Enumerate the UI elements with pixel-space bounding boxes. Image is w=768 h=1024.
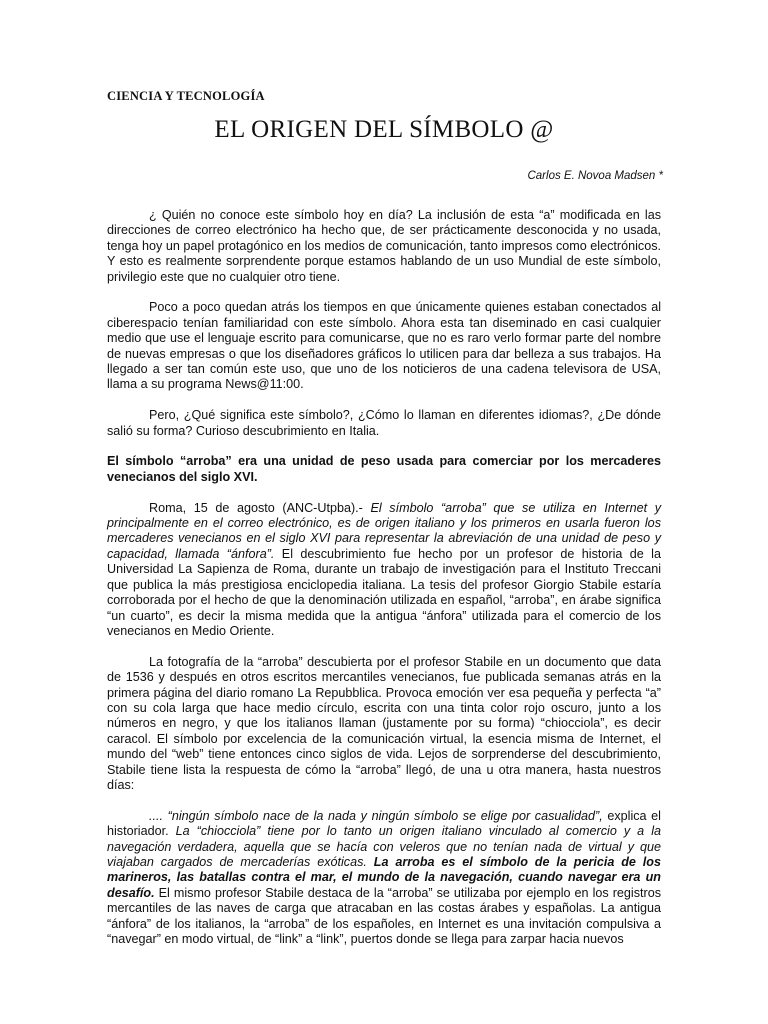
paragraph-6-bold-italic: La arroba es el símbolo de la pericia de los marineros, las batallas contra el mar, el mundo de la navegación, cuando navegar era un desafío. <box>107 854 661 900</box>
subheading: El símbolo “arroba” era una unidad de peso usada para comerciar por los mercaderes venecianos del siglo XVI. <box>107 454 661 484</box>
article-body <box>107 208 661 963</box>
paragraph-1: ¿ Quién no conoce este símbolo hoy en día? La inclusión de esta “a” modificada en las direcciones de correo electrónico ha hecho que, de ser prácticamente desconocida y no usada, tenga hoy un papel protagónico en los medios de comunicación, tanto impresos como electrónicos. Y esto es realmente sorprendente porque estamos hablando de un uso Mundial de este símbolo, privilegio este que no cualquier otro tiene. <box>107 208 661 284</box>
quote: .... “ningún símbolo nace de la nada y ningún símbolo se elige por casualidad”, <box>149 808 603 823</box>
paragraph-2: Poco a poco quedan atrás los tiempos en que únicamente quienes estaban conectados al ciberespacio tenían familiaridad con este símbolo. Ahora esta tan diseminado en casi cualquier medio que use el lenguaje escrito para comunicarse, que no es raro verlo formar parte del nombre de nuevas empresas o que los diseñadores gráficos lo utilicen para dar belleza a sus trabajos. Ha llegado a ser tan común este uso, que uno de los noticieros de una cadena televisora de USA, llama a su programa News@11:00. <box>107 300 661 392</box>
paragraph-4 <box>107 501 661 640</box>
paragraph-4-rest: El descubrimiento fue hecho por un profesor de historia de la Universidad La Sapienza de Roma, durante un trabajo de investigación para el Instituto Treccani que publica la más prestigiosa enciclopedia italiana. La tesis del profesor Giorgio Stabile estaría corroborada por el hecho de que la denominación utilizada en español, “arroba”, en árabe significa “un cuarto”, es decir la misma medida que la antigua “ánfora” utilizada para el comercio de los venecianos en Medio Oriente. <box>107 546 661 638</box>
paragraph-5: La fotografía de la “arroba” descubierta por el profesor Stabile en un documento que data de 1536 y después en otros escritos mercantiles venecianos, fue publicada semanas atrás en la primera página del diario romano La Repubblica. Provoca emoción ver esa pequeña y perfecta “a” con su cola larga que hace medio círculo, escrita con una tinta color rojo oscuro, junto a los números en negro, y que los italianos llaman (justamente por su forma) “chiocciola”, es decir caracol. El símbolo por excelencia de la comunicación virtual, la esencia misma de Internet, el mundo del “web” tiene entonces cinco siglos de vida. Lejos de sorprenderse del descubrimiento, Stabile tiene lista la respuesta de cómo la “arroba” llegó, de una u otra manera, hasta nuestros días: <box>107 654 661 792</box>
paragraph-6-italic: La “chiocciola” tiene por lo tanto un origen italiano vinculado al comercio y a la navegación verdadera, aquella que se hacía con veleros que no tenían nada de virtual y que viajaban cargados de mercaderías exóticas. <box>107 824 661 869</box>
dateline: Roma, 15 de agosto (ANC-Utpba).- <box>149 500 371 515</box>
paragraph-6 <box>107 809 661 948</box>
article-title: EL ORIGEN DEL SÍMBOLO @ <box>214 116 554 143</box>
section-label: CIENCIA Y TECNOLOGÍA <box>107 89 265 103</box>
paragraph-3: Pero, ¿Qué significa este símbolo?, ¿Cómo lo llaman en diferentes idiomas?, ¿De dónde salió su forma? Curioso descubrimiento en Italia. <box>107 408 661 438</box>
paragraph-6-rest: El mismo profesor Stabile destaca de la “arroba” se utilizaba por ejemplo en los registros mercantiles de las naves de carga que atracaban en las costas árabes y españolas. La antigua “ánfora” de los italianos, la “arroba” de los españoles, en Internet es una invitación compulsiva a “navegar” en modo virtual, de “link” a “link”, puertos donde se llega para zarpar hacia nuevos <box>107 885 661 946</box>
author-byline: Carlos E. Novoa Madsen * <box>527 170 663 182</box>
paragraph-6-a: explica el historiador. <box>107 808 661 839</box>
paragraph-4-italic: El símbolo “arroba” que se utiliza en Internet y principalmente en el correo electrónico, es de origen italiano y los primeros en usarla fueron los mercaderes venecianos en el siglo XVI para representar la abreviación de una unidad de peso y capacidad, llamada “ánfora”. <box>107 500 661 561</box>
